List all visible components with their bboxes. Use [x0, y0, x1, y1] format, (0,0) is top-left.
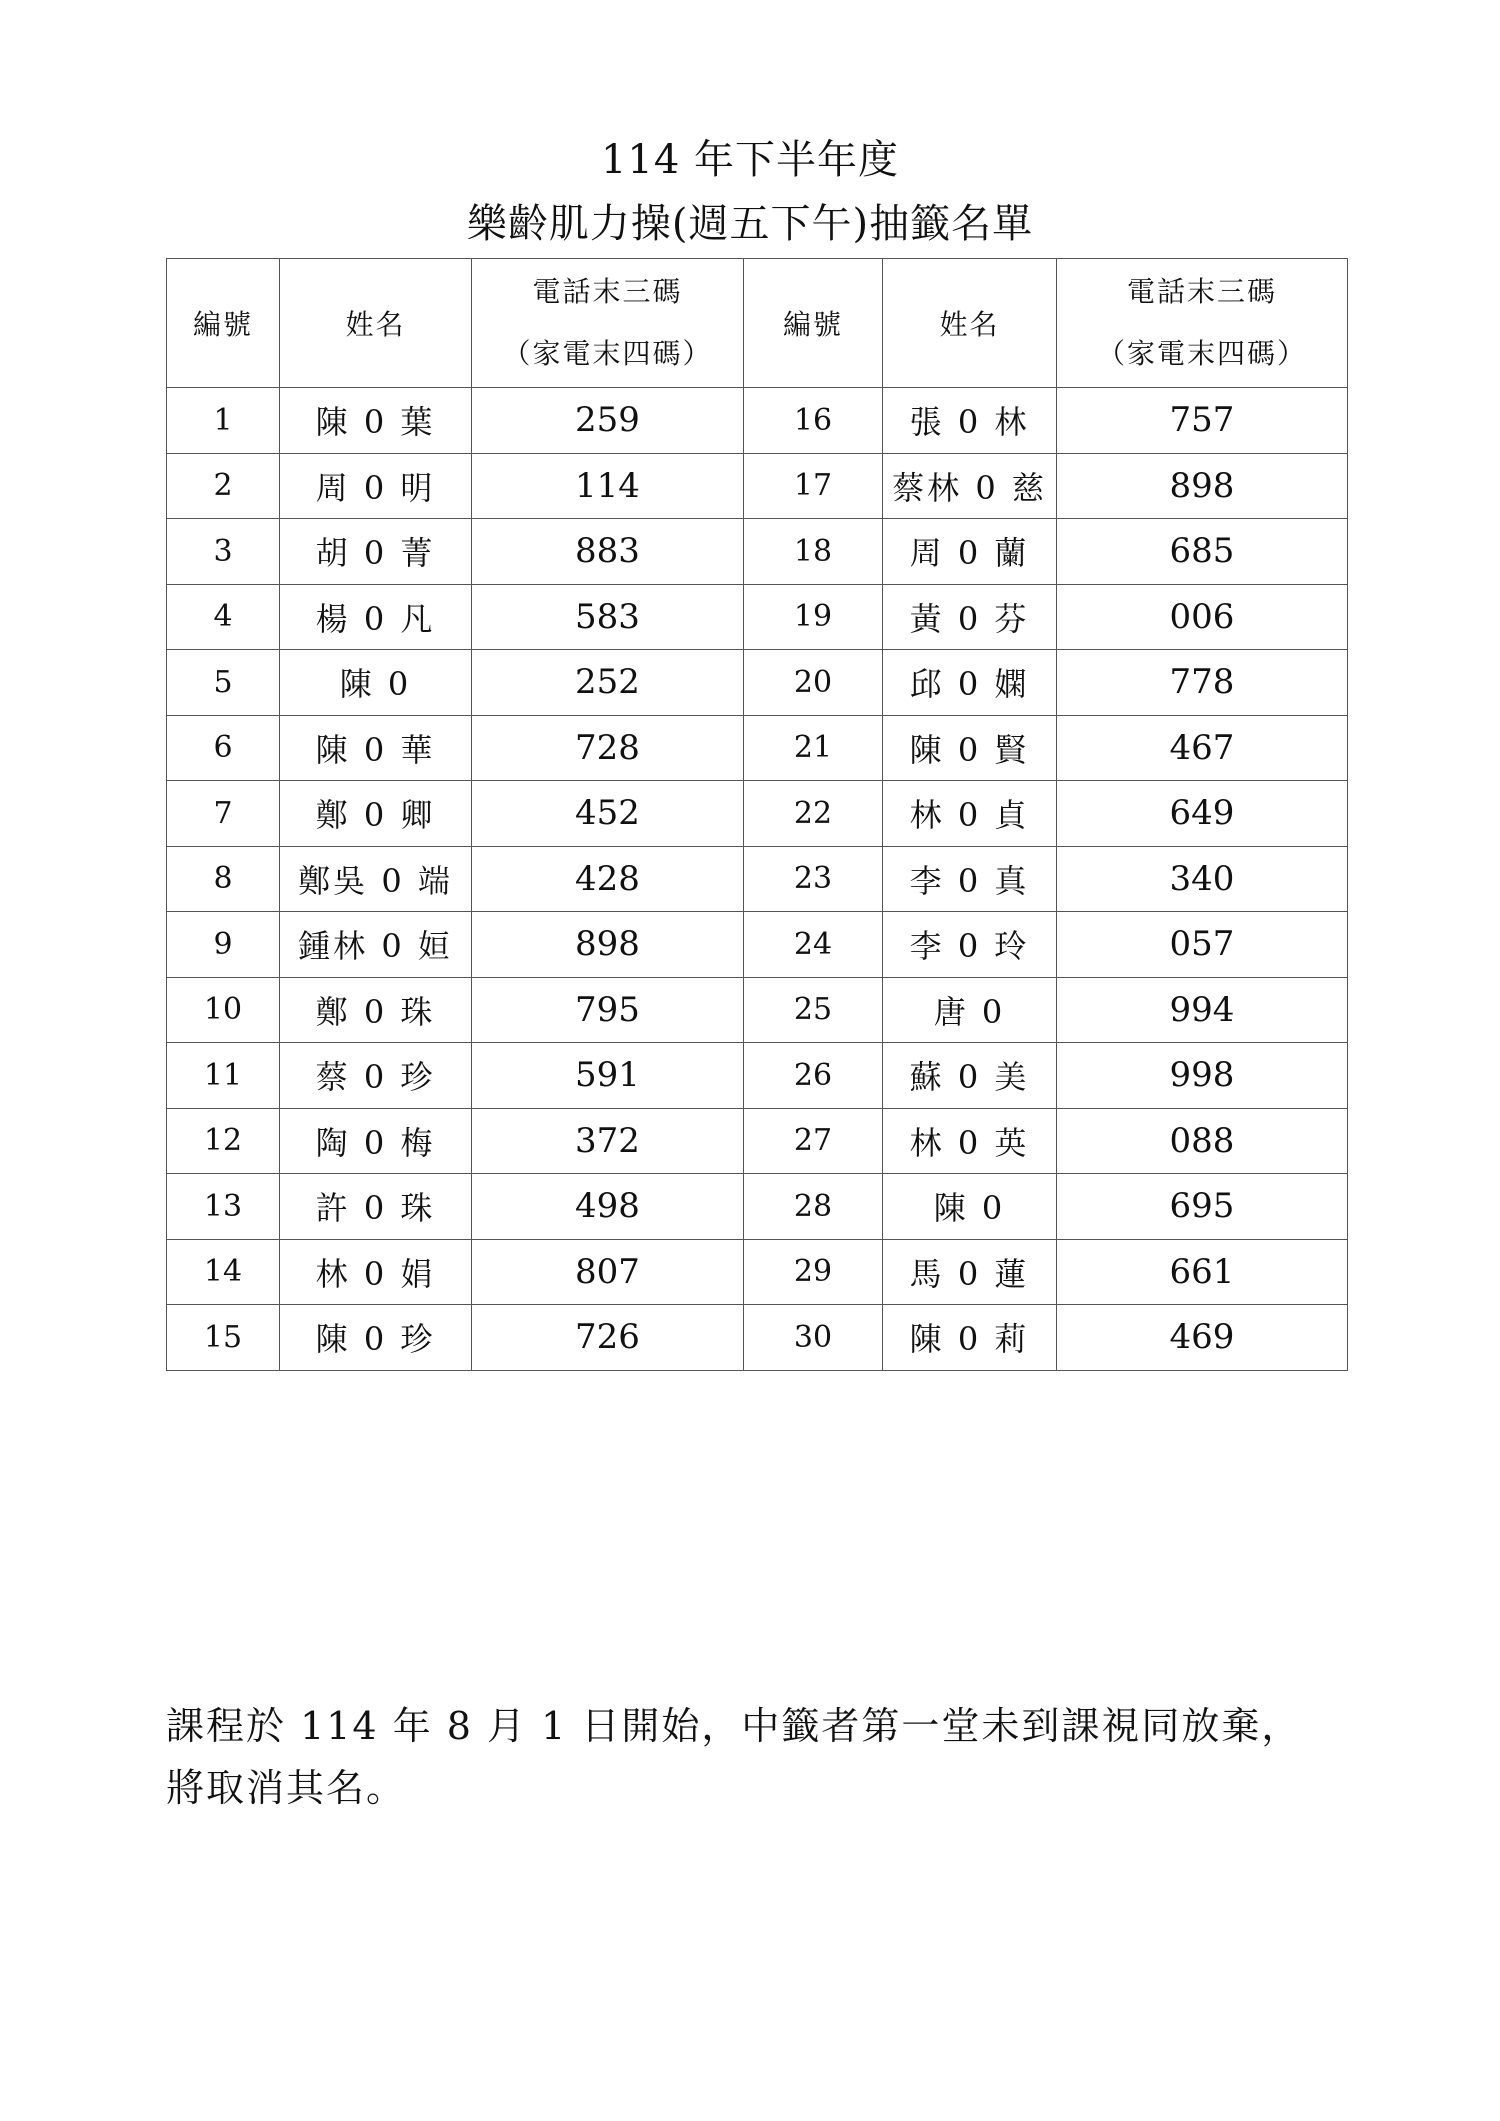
entry-name: 張 0 林	[883, 388, 1057, 454]
entry-number: 3	[167, 519, 280, 585]
entry-phone: 898	[472, 912, 744, 978]
entry-number: 18	[744, 519, 883, 585]
entry-phone: 591	[472, 1043, 744, 1109]
entry-phone: 695	[1057, 1174, 1348, 1240]
entry-number: 5	[167, 650, 280, 716]
entry-name: 黃 0 芬	[883, 584, 1057, 650]
table-row	[167, 781, 1348, 847]
entry-number: 10	[167, 977, 280, 1043]
entry-number: 21	[744, 715, 883, 781]
entry-number: 17	[744, 453, 883, 519]
entry-phone: 728	[472, 715, 744, 781]
entry-name: 鄭 0 珠	[280, 977, 472, 1043]
entry-number: 22	[744, 781, 883, 847]
entry-name: 陶 0 梅	[280, 1108, 472, 1174]
entry-number: 7	[167, 781, 280, 847]
lottery-roster-table	[166, 258, 1348, 1371]
header-phone	[472, 259, 744, 388]
entry-number: 1	[167, 388, 280, 454]
entry-phone: 726	[472, 1305, 744, 1371]
entry-name: 林 0 娟	[280, 1239, 472, 1305]
entry-number: 2	[167, 453, 280, 519]
entry-phone: 649	[1057, 781, 1348, 847]
entry-number: 16	[744, 388, 883, 454]
entry-number: 28	[744, 1174, 883, 1240]
entry-phone: 795	[472, 977, 744, 1043]
entry-phone: 428	[472, 846, 744, 912]
entry-phone: 057	[1057, 912, 1348, 978]
entry-phone: 498	[472, 1174, 744, 1240]
entry-phone: 807	[472, 1239, 744, 1305]
table-row	[167, 1174, 1348, 1240]
table-row	[167, 519, 1348, 585]
header-number: 編號	[167, 259, 280, 388]
entry-name: 周 0 蘭	[883, 519, 1057, 585]
table-row	[167, 1043, 1348, 1109]
entry-name: 胡 0 菁	[280, 519, 472, 585]
entry-phone: 372	[472, 1108, 744, 1174]
table-row	[167, 1239, 1348, 1305]
header-number: 編號	[744, 259, 883, 388]
entry-number: 9	[167, 912, 280, 978]
notice-line-1: 課程於 114 年 8 月 1 日開始，中籤者第一堂未到課視同放棄，	[166, 1704, 1302, 1748]
table-row	[167, 977, 1348, 1043]
entry-name: 唐 0	[883, 977, 1057, 1043]
entry-phone: 259	[472, 388, 744, 454]
table-header-row	[167, 259, 1348, 388]
entry-phone: 340	[1057, 846, 1348, 912]
table-row	[167, 388, 1348, 454]
table-row	[167, 650, 1348, 716]
entry-name: 邱 0 嫻	[883, 650, 1057, 716]
table-row	[167, 912, 1348, 978]
entry-number: 12	[167, 1108, 280, 1174]
entry-name: 林 0 英	[883, 1108, 1057, 1174]
notice-line-2: 將取消其名。	[166, 1766, 407, 1810]
entry-phone: 685	[1057, 519, 1348, 585]
document-subtitle: 樂齡肌力操(週五下午)抽籤名單	[466, 201, 1034, 247]
entry-name: 林 0 貞	[883, 781, 1057, 847]
entry-number: 13	[167, 1174, 280, 1240]
entry-phone: 114	[472, 453, 744, 519]
entry-name: 蔡 0 珍	[280, 1043, 472, 1109]
entry-phone: 467	[1057, 715, 1348, 781]
entry-name: 蔡林 0 慈	[883, 453, 1057, 519]
entry-number: 24	[744, 912, 883, 978]
entry-phone: 661	[1057, 1239, 1348, 1305]
entry-phone: 883	[472, 519, 744, 585]
entry-name: 陳 0 莉	[883, 1305, 1057, 1371]
entry-phone: 452	[472, 781, 744, 847]
entry-name: 陳 0 珍	[280, 1305, 472, 1371]
table-row	[167, 453, 1348, 519]
entry-number: 29	[744, 1239, 883, 1305]
header-phone-line2: （家電末四碼）	[1096, 337, 1307, 370]
entry-name: 蘇 0 美	[883, 1043, 1057, 1109]
entry-number: 20	[744, 650, 883, 716]
entry-name: 楊 0 凡	[280, 584, 472, 650]
entry-name: 陳 0 賢	[883, 715, 1057, 781]
entry-number: 4	[167, 584, 280, 650]
entry-number: 6	[167, 715, 280, 781]
entry-name: 陳 0	[280, 650, 472, 716]
entry-phone: 469	[1057, 1305, 1348, 1371]
table-row	[167, 1108, 1348, 1174]
entry-name: 陳 0	[883, 1174, 1057, 1240]
entry-phone: 998	[1057, 1043, 1348, 1109]
entry-number: 26	[744, 1043, 883, 1109]
entry-name: 陳 0 葉	[280, 388, 472, 454]
entry-phone: 006	[1057, 584, 1348, 650]
entry-phone: 088	[1057, 1108, 1348, 1174]
document-title: 114 年下半年度	[600, 137, 900, 183]
entry-name: 陳 0 華	[280, 715, 472, 781]
entry-phone: 778	[1057, 650, 1348, 716]
table-row	[167, 715, 1348, 781]
entry-name: 李 0 真	[883, 846, 1057, 912]
course-notice	[166, 1695, 1366, 1819]
entry-number: 8	[167, 846, 280, 912]
table-row	[167, 584, 1348, 650]
entry-number: 15	[167, 1305, 280, 1371]
entry-phone: 994	[1057, 977, 1348, 1043]
entry-number: 11	[167, 1043, 280, 1109]
entry-number: 19	[744, 584, 883, 650]
header-phone-line1: 電話末三碼	[532, 275, 683, 308]
table-row	[167, 1305, 1348, 1371]
entry-name: 許 0 珠	[280, 1174, 472, 1240]
table-body	[167, 388, 1348, 1371]
entry-phone: 252	[472, 650, 744, 716]
entry-phone: 583	[472, 584, 744, 650]
entry-phone: 898	[1057, 453, 1348, 519]
entry-name: 馬 0 蓮	[883, 1239, 1057, 1305]
entry-number: 27	[744, 1108, 883, 1174]
entry-name: 鄭 0 卿	[280, 781, 472, 847]
header-phone-line2: （家電末四碼）	[502, 337, 713, 370]
entry-number: 23	[744, 846, 883, 912]
header-phone	[1057, 259, 1348, 388]
entry-name: 李 0 玲	[883, 912, 1057, 978]
header-name: 姓名	[883, 259, 1057, 388]
entry-number: 14	[167, 1239, 280, 1305]
entry-number: 30	[744, 1305, 883, 1371]
header-phone-line1: 電話末三碼	[1126, 275, 1277, 308]
entry-phone: 757	[1057, 388, 1348, 454]
entry-name: 鄭吳 0 端	[280, 846, 472, 912]
entry-number: 25	[744, 977, 883, 1043]
entry-name: 鍾林 0 姮	[280, 912, 472, 978]
table-row	[167, 846, 1348, 912]
header-name: 姓名	[280, 259, 472, 388]
entry-name: 周 0 明	[280, 453, 472, 519]
